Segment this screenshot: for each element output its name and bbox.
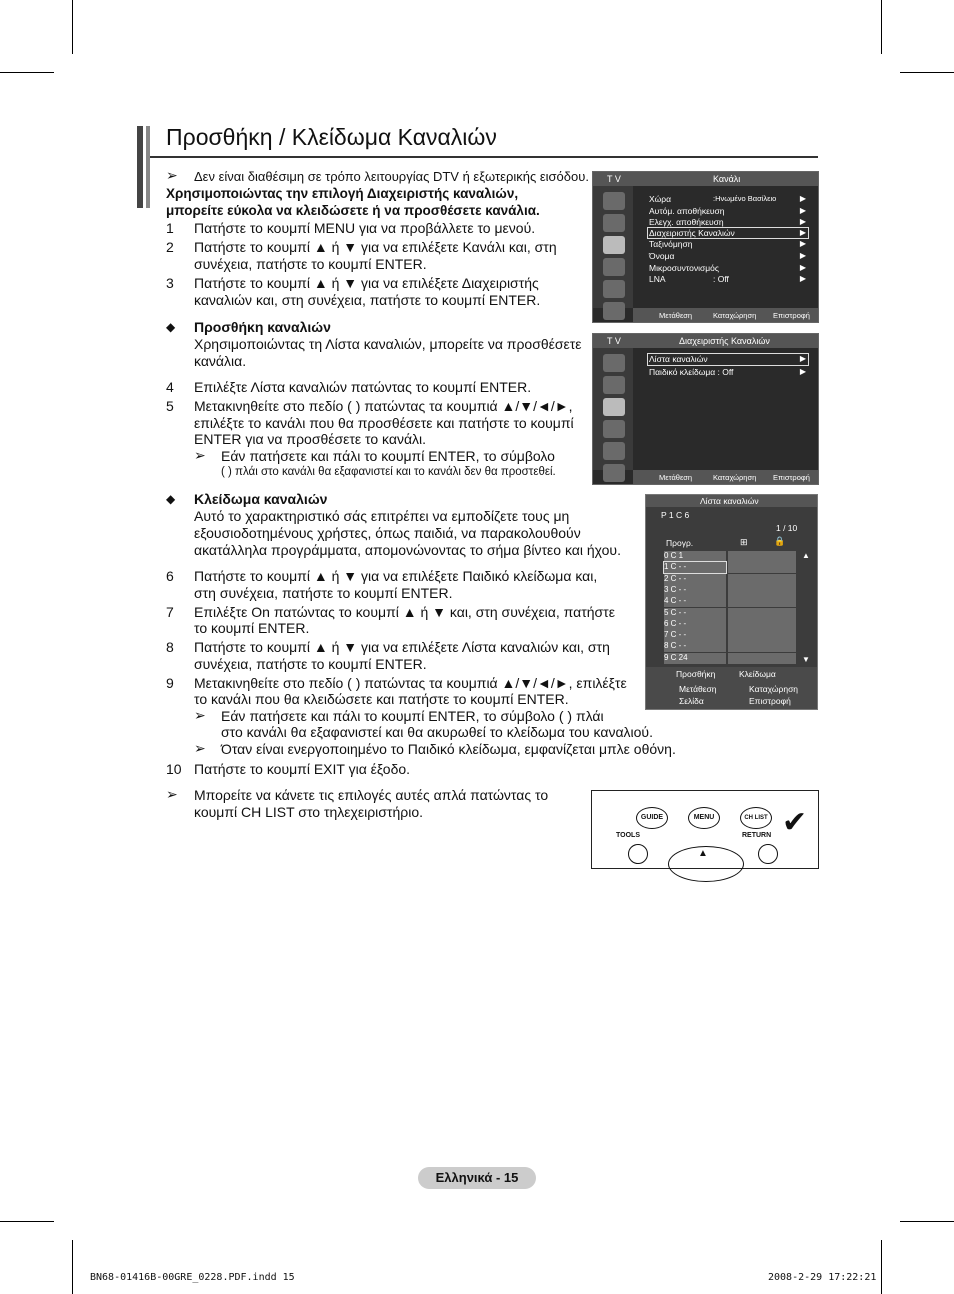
step-text: συνέχεια, πατήστε το κουμπί ENTER. bbox=[194, 656, 427, 672]
step-text: επιλέξτε το κανάλι που θα προσθέσετε και πατήστε το κουμπί bbox=[194, 415, 574, 431]
channel-status-cell[interactable] bbox=[728, 574, 796, 585]
screen-footer bbox=[633, 470, 818, 484]
lock-icon: 🔒 bbox=[774, 536, 786, 546]
channel-row[interactable]: 6 C - - bbox=[664, 619, 726, 630]
screen-header bbox=[593, 172, 818, 186]
channel-row[interactable]: 2 C - - bbox=[664, 574, 726, 585]
step-text: Επιλέξτε Λίστα καναλιών πατώντας το κουμπί ENTER. bbox=[194, 379, 532, 395]
step-text: Πατήστε το κουμπί ▲ ή ▼ για να επιλέξετε Παιδικό κλείδωμα και, bbox=[194, 568, 598, 584]
channel-row[interactable]: 4 C - - bbox=[664, 596, 726, 607]
channel-icon bbox=[603, 398, 625, 416]
footer-return: Επιστροφή bbox=[773, 473, 810, 482]
tv-menu-screen-channel-manager bbox=[592, 333, 819, 485]
step-text: Πατήστε το κουμπί EXIT για έξοδο. bbox=[194, 761, 411, 777]
crop-mark bbox=[881, 1240, 882, 1294]
tools-label: TOOLS bbox=[616, 832, 640, 839]
channel-row[interactable]: 7 C - - bbox=[664, 630, 726, 641]
menu-sidebar bbox=[593, 186, 633, 308]
channel-row[interactable]: 8 C - - bbox=[664, 641, 726, 652]
menu-item: LNA bbox=[649, 274, 666, 284]
section-desc: Χρησιμοποιώντας τη Λίστα καναλιών, μπορείτε να προσθέσετε bbox=[194, 336, 582, 352]
input-icon bbox=[603, 280, 625, 298]
current-channel: P 1 C 6 bbox=[661, 510, 690, 520]
right-arrow-icon: ▶ bbox=[799, 239, 806, 248]
sound-icon bbox=[603, 214, 625, 232]
note-text: Εάν πατήσετε και πάλι το κουμπί ENTER, το σύμβολο bbox=[221, 448, 555, 464]
screen-header bbox=[646, 495, 817, 507]
menu-item: Όνομα bbox=[649, 251, 675, 261]
step-text: ENTER για να προσθέσετε το κανάλι. bbox=[194, 431, 427, 447]
channel-status-cell[interactable] bbox=[728, 608, 796, 619]
tip-text: Μπορείτε να κάνετε τις επιλογές αυτές απλά πατώντας το bbox=[194, 787, 549, 803]
title-bar bbox=[137, 126, 143, 208]
section-heading: Προσθήκη καναλιών bbox=[194, 319, 331, 335]
channel-status-cell[interactable] bbox=[728, 630, 796, 641]
menu-item: Αυτόμ. αποθήκευση bbox=[649, 206, 725, 216]
note-arrow-icon: ➢ bbox=[166, 786, 178, 802]
intro-bold: Χρησιμοποιώντας την επιλογή Διαχειριστής καναλιών, bbox=[166, 186, 519, 201]
menu-value: :Ηνωμένο Βασίλειο bbox=[713, 194, 777, 203]
right-arrow-icon: ▶ bbox=[799, 274, 806, 283]
title-rule bbox=[150, 156, 818, 158]
diamond-bullet-icon: ◆ bbox=[166, 320, 176, 334]
legend-move: Μετάθεση bbox=[679, 684, 717, 694]
right-arrow-icon: ▶ bbox=[799, 194, 806, 203]
section-desc: Αυτό το χαρακτηριστικό σάς επιτρέπει να εμποδίζετε τους μη bbox=[194, 508, 570, 524]
note-arrow-icon: ➢ bbox=[194, 447, 206, 463]
setup-icon bbox=[603, 420, 625, 438]
step-number: 7 bbox=[166, 604, 174, 620]
channel-icon bbox=[603, 236, 625, 254]
channel-status-cell[interactable] bbox=[728, 551, 796, 562]
digital-icon bbox=[603, 464, 625, 482]
crop-mark bbox=[0, 72, 54, 73]
channel-status-cell[interactable] bbox=[728, 641, 796, 652]
tv-menu-screen-channel bbox=[592, 171, 819, 323]
legend-lock: Κλείδωμα bbox=[739, 669, 776, 679]
right-arrow-icon: ▶ bbox=[799, 354, 806, 363]
channel-status-cell[interactable] bbox=[728, 619, 796, 630]
step-number: 6 bbox=[166, 568, 174, 584]
scroll-down-icon[interactable]: ▼ bbox=[802, 655, 810, 664]
menu-item: Παιδικό κλείδωμα : Off bbox=[649, 367, 734, 377]
right-arrow-icon: ▶ bbox=[799, 228, 806, 237]
channel-row[interactable]: 0 C 1 bbox=[664, 551, 726, 562]
note-text: ( ) πλάι στο κανάλι θα εξαφανιστεί και το κανάλι δεν θα προστεθεί. bbox=[221, 466, 556, 478]
step-text: στη συνέχεια, πατήστε το κουμπί ENTER. bbox=[194, 585, 453, 601]
step-text: το κανάλι που θα κλειδώσετε και πατήστε το κουμπί ENTER. bbox=[194, 691, 569, 707]
legend-add: Προσθήκη bbox=[676, 669, 716, 679]
guide-button: GUIDE bbox=[636, 807, 668, 829]
step-text: Πατήστε το κουμπί ▲ ή ▼ για να επιλέξετε Διαχειριστής bbox=[194, 275, 539, 291]
legend-return: Επιστροφή bbox=[749, 696, 791, 706]
channel-row[interactable]: 9 C 24 bbox=[664, 653, 726, 664]
return-label: RETURN bbox=[742, 832, 772, 839]
step-number: 5 bbox=[166, 398, 174, 414]
menu-item: Χώρα bbox=[649, 194, 672, 204]
file-slug: BN68-01416B-00GRE_0228.PDF.indd 15 bbox=[90, 1272, 295, 1283]
column-header: Προγρ. bbox=[666, 538, 694, 548]
picture-icon bbox=[603, 192, 625, 210]
date-slug: 2008-2-29 17:22:21 bbox=[768, 1272, 877, 1283]
note-arrow-icon: ➢ bbox=[194, 740, 206, 756]
note-text: στο κανάλι θα εξαφανιστεί και θα ακυρωθεί το κλείδωμα του καναλιού. bbox=[221, 724, 653, 740]
menu-item: Ταξινόμηση bbox=[649, 239, 693, 249]
step-number: 1 bbox=[166, 220, 174, 236]
intro-note: Δεν είναι διαθέσιμη σε τρόπο λειτουργίας DTV ή εξωτερικής εισόδου. bbox=[194, 169, 589, 184]
channel-status-cell[interactable] bbox=[728, 585, 796, 596]
input-icon bbox=[603, 442, 625, 460]
tip-text: κουμπί CH LIST στο τηλεχειριστήριο. bbox=[194, 804, 423, 820]
step-number: 8 bbox=[166, 639, 174, 655]
crop-mark bbox=[72, 0, 73, 54]
page-number: Ελληνικά - 15 bbox=[418, 1167, 536, 1189]
digital-icon bbox=[603, 302, 625, 320]
channel-status-cell[interactable] bbox=[728, 562, 796, 573]
menu-item: Μικροσυντονισμός bbox=[649, 263, 719, 273]
footer-enter: Καταχώρηση bbox=[713, 473, 757, 482]
crop-mark bbox=[900, 72, 954, 73]
step-text: Επιλέξτε On πατώντας το κουμπί ▲ ή ▼ και, στη συνέχεια, πατήστε bbox=[194, 604, 615, 620]
note-arrow-icon: ➢ bbox=[194, 707, 206, 723]
step-text: Πατήστε το κουμπί ▲ ή ▼ για να επιλέξετε Λίστα καναλιών και, στη bbox=[194, 639, 610, 655]
screen-header bbox=[593, 334, 818, 348]
channel-row[interactable]: 3 C - - bbox=[664, 585, 726, 596]
channel-row[interactable]: 5 C - - bbox=[664, 608, 726, 619]
legend-page: Σελίδα bbox=[679, 696, 704, 706]
right-arrow-icon: ▶ bbox=[799, 217, 806, 226]
footer-move: Μετάθεση bbox=[659, 311, 693, 320]
sound-icon bbox=[603, 376, 625, 394]
screen-tv-label: T V bbox=[607, 174, 621, 184]
menu-value: : Off bbox=[713, 274, 729, 284]
scroll-up-icon[interactable]: ▲ bbox=[802, 551, 810, 560]
section-desc: εξουσιοδοτημένους χρήστες, όπως παιδιά, να παρακολουθούν bbox=[194, 525, 581, 541]
crop-mark bbox=[0, 1221, 54, 1222]
step-text: συνέχεια, πατήστε το κουμπί ENTER. bbox=[194, 256, 427, 272]
up-arrow-icon: ▲ bbox=[698, 848, 708, 859]
picture-icon bbox=[603, 354, 625, 372]
right-arrow-icon: ▶ bbox=[799, 263, 806, 272]
step-text: Πατήστε το κουμπί ▲ ή ▼ για να επιλέξετε Κανάλι και, στη bbox=[194, 239, 557, 255]
menu-item: Ελεγχ. αποθήκευση bbox=[649, 217, 724, 227]
add-grid-icon: ⊞ bbox=[740, 537, 748, 547]
crop-mark bbox=[881, 0, 882, 54]
right-arrow-icon: ▶ bbox=[799, 251, 806, 260]
title-bar bbox=[146, 126, 150, 208]
ch-list-button: CH LIST bbox=[740, 807, 772, 829]
menu-item: Λίστα καναλιών bbox=[649, 354, 708, 364]
tools-button bbox=[628, 844, 648, 864]
right-arrow-icon: ▶ bbox=[799, 206, 806, 215]
section-desc: κανάλια. bbox=[194, 353, 247, 369]
page-indicator: 1 / 10 bbox=[776, 523, 798, 533]
section-heading: Κλείδωμα καναλιών bbox=[194, 491, 328, 507]
step-text: Πατήστε το κουμπί MENU για να προβάλλετε το μενού. bbox=[194, 220, 536, 236]
section-desc: ακατάλληλα προγράμματα, απομονώνοντας το σήμα βίντεο και ήχου. bbox=[194, 542, 621, 558]
legend-area bbox=[646, 667, 817, 709]
step-number: 9 bbox=[166, 675, 174, 691]
channel-status-cell[interactable] bbox=[728, 653, 796, 664]
pointing-hand-icon: ✔ bbox=[782, 806, 808, 839]
note-arrow-icon: ➢ bbox=[166, 167, 178, 183]
legend-enter: Καταχώρηση bbox=[749, 684, 799, 694]
step-number: 3 bbox=[166, 275, 174, 291]
note-text: Εάν πατήσετε και πάλι το κουμπί ENTER, το σύμβολο ( ) πλάι bbox=[221, 708, 604, 724]
menu-button: MENU bbox=[688, 807, 720, 829]
channel-status-cell[interactable] bbox=[728, 596, 796, 607]
page-title: Προσθήκη / Κλείδωμα Καναλιών bbox=[166, 124, 497, 150]
step-text: Μετακινηθείτε στο πεδίο ( ) πατώντας τα κουμπιά ▲/▼/◄/►, bbox=[194, 398, 573, 414]
step-number: 10 bbox=[166, 761, 182, 777]
channel-row[interactable]: 1 C - - bbox=[664, 562, 726, 573]
intro-bold: μπορείτε εύκολα να κλειδώσετε ή να προσθέσετε κανάλια. bbox=[166, 203, 540, 218]
crop-mark bbox=[72, 1240, 73, 1294]
step-text: το κουμπί ENTER. bbox=[194, 620, 310, 636]
screen-footer bbox=[633, 308, 818, 322]
step-text: καναλιών και, στη συνέχεια, πατήστε το κουμπί ENTER. bbox=[194, 292, 541, 308]
note-text: Όταν είναι ενεργοποιημένο το Παιδικό κλείδωμα, εμφανίζεται μπλε οθόνη. bbox=[221, 741, 676, 757]
screen-tv-label: T V bbox=[607, 336, 621, 346]
step-text: Μετακινηθείτε στο πεδίο ( ) πατώντας τα κουμπιά ▲/▼/◄/►, επιλέξτε bbox=[194, 675, 627, 691]
right-arrow-icon: ▶ bbox=[799, 367, 806, 376]
footer-return: Επιστροφή bbox=[773, 311, 810, 320]
crop-mark bbox=[900, 1221, 954, 1222]
screen-title: Διαχειριστής Καναλιών bbox=[679, 336, 770, 346]
menu-sidebar bbox=[593, 348, 633, 470]
screen-title: Κανάλι bbox=[713, 174, 741, 184]
step-number: 2 bbox=[166, 239, 174, 255]
channel-list-screen bbox=[645, 494, 818, 710]
screen-title: Λίστα καναλιών bbox=[700, 496, 759, 506]
diamond-bullet-icon: ◆ bbox=[166, 492, 176, 506]
step-number: 4 bbox=[166, 379, 174, 395]
footer-move: Μετάθεση bbox=[659, 473, 693, 482]
return-button bbox=[758, 844, 778, 864]
menu-item: Διαχειριστής Καναλιών bbox=[649, 228, 735, 238]
remote-control-illustration bbox=[591, 790, 819, 869]
footer-enter: Καταχώρηση bbox=[713, 311, 757, 320]
setup-icon bbox=[603, 258, 625, 276]
